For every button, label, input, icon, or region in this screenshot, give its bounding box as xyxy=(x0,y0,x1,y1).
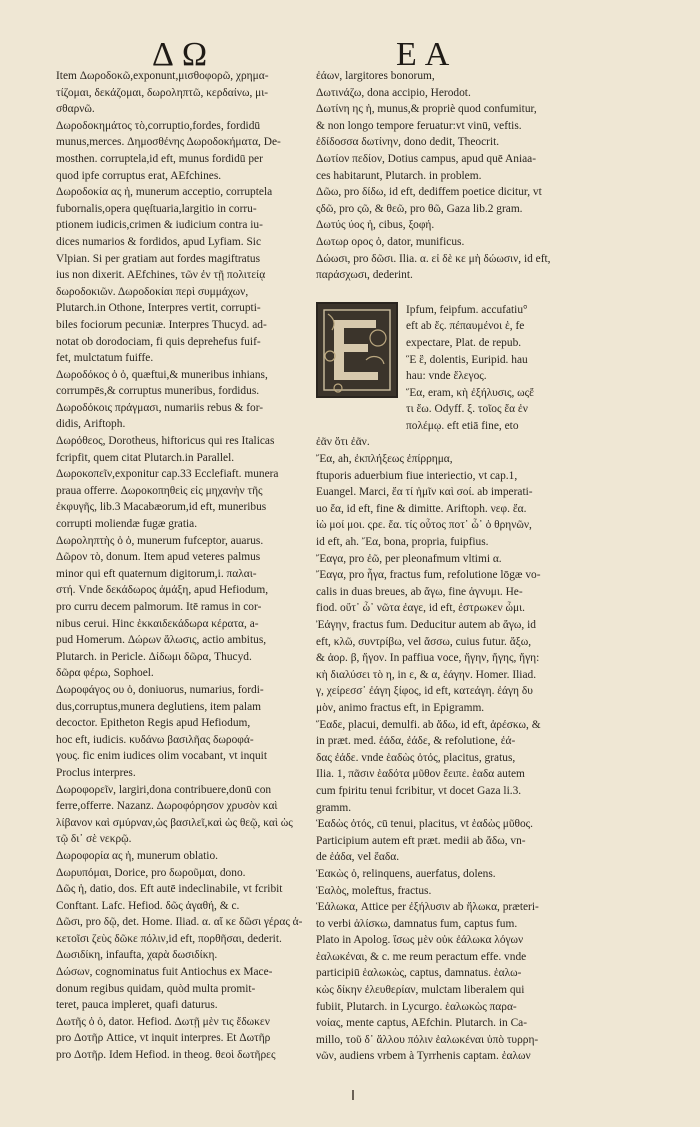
text-line: μὸν, animo fractus eft, in Epigramm. xyxy=(316,701,485,714)
text-line: quod ipfe corruptus erat, AEfchines. xyxy=(56,169,222,182)
text-line: hau: vnde ἔλεγος. xyxy=(406,370,487,383)
text-line: expectare, Plat. de repub. xyxy=(406,336,522,349)
text-line: fubiit, Plutarch. in Lycurgo. ἑαλωκὼς παρα- xyxy=(316,1000,517,1013)
page-mark xyxy=(352,1090,354,1100)
text-line: Ἐάγην, fractus fum. Deducitur autem ab ἄγω, id xyxy=(316,619,536,631)
text-line: Ipfum, feipfum. accufatiu° xyxy=(406,303,528,316)
text-line: Ἑακὼς ὁ, relinquens, auerfatus, dolens. xyxy=(316,867,496,880)
running-head-right: EA xyxy=(396,36,458,73)
text-line: ἐκφυγῆς, lib.3 Macabæorum,id eft, muneribus xyxy=(56,501,267,514)
running-head-left: ΔΩ xyxy=(152,36,216,73)
text-line: ferre,offerre. Nazanz. Δωροφόρησον χρυσὸν καὶ xyxy=(56,800,278,813)
text-line: corrumpēs,& corruptus muneribus, fordidus. xyxy=(56,385,260,398)
text-line: Δωτωρ ορος ὁ, dator, munificus. xyxy=(316,235,465,248)
text-line: Ἓ ἓ, dolentis, Euripid. hau xyxy=(406,353,528,366)
text-line: Item Δωροδοκῶ,exponunt,μισθοφορῶ, χρημα- xyxy=(56,70,269,82)
text-line: Plutarch. in Pericle. Δίδωμι δῶρα, Thucyd. xyxy=(56,650,252,663)
text-line: to verbi ἁλίσκω, damnatus fum, captus fum. xyxy=(316,917,518,930)
text-line: Conftant. Lafc. Hefiod. δῶς ἀγαθή, & c. xyxy=(56,899,240,912)
text-line: Δωροδόκος ὁ ὁ, quæftui,& muneribus inhians, xyxy=(56,368,268,381)
text-line: fet, mulctatum fuiffe. xyxy=(56,352,154,365)
text-line: id eft, ah. Ἔα, bona, propria, fuipfius. xyxy=(316,536,489,549)
text-line: pro Δοτῆρ Attice, vt inquit interpres. Et Δωτῆρ xyxy=(56,1032,271,1045)
text-line: ces habitarunt, Plutarch. in problem. xyxy=(316,169,482,182)
text-line: pro curru decem palmorum. Itē ramus in cor- xyxy=(56,601,262,613)
initial-text-block xyxy=(406,302,601,435)
text-line: millo, τοῦ δ᾽ ἄλλου πόλιν ἑαλωκέναι ὑπὸ τυρρη- xyxy=(316,1033,539,1046)
text-line: in præt. med. ἐάδα, ἐάδε, & refolutione, ἐά- xyxy=(316,735,516,748)
text-line: Δωτίον πεδίον, Dotius campus, apud quē Aniaa- xyxy=(316,152,537,165)
text-line: Plutarch.in Othone, Interpres vertit, corrupti- xyxy=(56,302,261,315)
text-line: πολέμῳ. eft etiā fine, eto xyxy=(406,419,519,432)
text-line: ἐᾶν ὅτι ἐᾶν. xyxy=(316,436,370,449)
right-column-bottom xyxy=(316,434,601,1065)
text-line: Ἑαλὸς, moleftus, fractus. xyxy=(316,884,432,897)
text-line: ςδῶ, pro ςῶ, & θεῶ, pro θῶ, Gaza lib.2 gram. xyxy=(316,202,523,215)
text-line: λίβανον καὶ σμύρναν,ὡς βασιλεῖ,καὶ ὡς θεῷ, καὶ ὡς xyxy=(56,816,293,829)
text-line: Ἔαγα, pro ἦγα, fractus fum, refolutione lōgæ vo- xyxy=(316,569,541,582)
text-line: Δωτύς ύος ἡ, cibus, ξοφή. xyxy=(316,219,435,232)
text-line: Ἕα, eram, κὴ ἐξήλυσις, ωςἔ xyxy=(406,386,534,399)
text-line: decoctor. Epitheton Regis apud Hefiodum, xyxy=(56,717,251,730)
text-line: cum fpiritu tenui fcribitur, vt docet Gaza li.3. xyxy=(316,784,522,797)
text-line: γ, χείρεσσ᾽ ἐάγη ξίφος, id eft, κατεάγη. ἐάγη δυ xyxy=(316,685,533,698)
text-line: hoc eft, iudicis. κυδάνω βασιλῆας δωροφά- xyxy=(56,733,254,746)
text-line: σθαρνῶ. xyxy=(56,103,95,116)
text-line: biles fociorum pecuniæ. Interpres Thucyd. ad- xyxy=(56,318,267,331)
text-line: ἰὼ μοί μοι. ςρε. ἔα. τίς οὗτος ποτ᾽ ὧ᾽ ὁ θρηνῶν, xyxy=(316,519,532,532)
text-line: Δωροφορεῖν, largiri,dona contribuere,donū con xyxy=(56,783,272,796)
text-line: Δῶρον τὸ, donum. Item apud veteres palmus xyxy=(56,551,261,564)
text-line: Plato in Apolog. ἴσως μὲν οὐκ ἐάλωκα λόγων xyxy=(316,934,524,947)
text-line: κετοῖσι ζεὺς δῶκε πόλιν,id eft, πορθῆσαι, dederit. xyxy=(56,932,282,945)
text-line: pud Homerum. Δώρων ἅλωσις, actio ambitus, xyxy=(56,634,267,647)
text-line: dices numarios & fordidos, apud Lyfiam. Sic xyxy=(56,235,261,248)
text-line: ἑαλωκέναι, & c. me reum peractum effe. vnde xyxy=(316,950,527,963)
text-line: στή. Vnde δεκάδωρος ἀμάξη, apud Hefiodum, xyxy=(56,584,269,597)
text-line: Participium autem eft præt. medii ab ἄδω, vn- xyxy=(316,834,526,847)
text-line: Δῶσι, pro δῷ, det. Home. Iliad. α. αἴ κε δῶσι γέρας ἀ- xyxy=(56,916,303,929)
text-line: Ἔαγα, pro ἐῶ, per pleonafmum vltimi α. xyxy=(316,552,502,565)
text-line: de ἑάδα, vel ἕαδα. xyxy=(316,851,400,864)
text-line: ftuporis aduerbium fiue interiectio, vt cap.1, xyxy=(316,469,518,482)
text-line: & non longo tempore feruatur:vt vinū, veftis. xyxy=(316,119,522,132)
text-line: Ἑαδὼς ὀτός, cū tenui, placitus, vt ἑαδὼς μῦθος. xyxy=(316,818,534,831)
text-line: & ἀορ. β, ἤγον. In paffiua voce, ἤγην, ἤγης, ἤγη: xyxy=(316,652,540,665)
text-line: κὴ διαλύσει τὸ η, in ε, & α, ἐάγην. Homer. Iliad. xyxy=(316,668,537,681)
text-line: fcripfit, quem citat Plutarch.in Parallel. xyxy=(56,451,235,464)
text-line: Δωτινάζω, dona accipio, Herodot. xyxy=(316,86,471,99)
text-line: Δωροφορία ας ἡ, munerum oblatio. xyxy=(56,849,218,862)
text-line: Δωρυπόμαι, Dorice, pro δωροῦμαι, dono. xyxy=(56,866,246,879)
right-column xyxy=(316,68,601,1065)
text-line: Δώσων, cognominatus fuit Antiochus ex Mace- xyxy=(56,966,273,979)
text-line: Δωροδοκία ας ἡ, munerum acceptio, corruptela xyxy=(56,186,273,199)
text-line: ius non dixerit. AEfchines, τῶν ἐν τῇ πολιτείᾳ xyxy=(56,269,266,282)
text-line: τῷ δι᾽ σὲ νεκρῷ. xyxy=(56,833,132,846)
text-line: Ἔα, ah, ἐκπλήξεως ἐπίρρημα, xyxy=(316,453,453,466)
initial-ornament-icon xyxy=(318,304,396,396)
text-line: νῶν, audiens vrbem à Tyrrhenis captam. ἑαλων xyxy=(316,1050,531,1063)
text-line: ptionem iudicis,crimen & iudicium contra iu- xyxy=(56,219,263,232)
text-line: uo ἔα, id eft, fine & dimitte. Ariftoph. νεφ. ἔα. xyxy=(316,502,527,515)
text-line: Vlpian. Si per gratiam aut fordes magiftratus xyxy=(56,252,261,265)
text-line: Δωροδόκοις πράγμασι, numariis rebus & for- xyxy=(56,401,264,414)
text-line: gramm. xyxy=(316,801,352,814)
text-line: δῶρα φέρω, Sophoel. xyxy=(56,667,154,680)
text-line: Δωσιδίκη, infaufta, χαρὰ δωσιδίκη. xyxy=(56,949,218,962)
text-line: Δωροκοπεῖν,exponitur cap.33 Ecclefiaft. munera xyxy=(56,468,279,481)
text-line: ἐάων, largitores bonorum, xyxy=(316,70,435,82)
text-line: fubornalis,opera quęſtuaria,largitio in corru- xyxy=(56,202,257,215)
decorated-initial-e-icon xyxy=(316,302,398,398)
text-line: praua offerre. Δωροκοπηθεὶς εἰς μηχανὴν τῆς xyxy=(56,484,263,497)
text-line: notat ob dorodociam, fi quis deprehefus fuif- xyxy=(56,335,261,348)
text-line: Δώωσι, pro δῶσι. Ilia. α. εἰ δὲ κε μὴ δώωσιν, id eft, xyxy=(316,252,551,265)
text-line: Ἑάλωκα, Attice per ἐξήλυσιν ab ἥλωκα, præteri- xyxy=(316,901,539,914)
text-line: didis, Ariftoph. xyxy=(56,418,126,431)
text-line: nibus cerui. Hinc ἑκκαιδεκάδωρα κέρατα, a- xyxy=(56,617,259,630)
text-line: Δῶς ἡ, datio, dos. Eft autē indeclinabile, vt fcribit xyxy=(56,883,283,896)
text-line: δωροδοκιῶν. Δωροδοκίαι περὶ συμμάχων, xyxy=(56,285,249,298)
text-line: Δωροληπτὴς ὁ ὁ, munerum fufceptor, auarus. xyxy=(56,534,264,547)
text-line: donum regibus quidam, quòd multa promit- xyxy=(56,982,256,995)
text-line: Proclus interpres. xyxy=(56,766,136,779)
right-column-top xyxy=(316,68,601,284)
text-line: τίζομαι, δεκάζομαι, δωροληπτῶ, κερδαίνω, μι- xyxy=(56,86,269,99)
text-line: fiod. οὔτ᾽ ὧ᾽ νῶτα ἐαγε, id eft, ἐστρωκεν ὦμι. xyxy=(316,602,525,615)
text-line: Δῶω, pro δίδω, id eft, dediffem poetice dicitur, vt xyxy=(316,186,542,199)
text-line: participiū ἑαλωκὼς, captus, damnatus. ἑαλω- xyxy=(316,967,522,980)
text-line: Δωτίνη ης ἡ, munus,& propriè quod confumitur, xyxy=(316,103,537,116)
text-line: corrupti moliendæ fugæ gratia. xyxy=(56,518,198,531)
text-line: pro Δοτῆρ. Idem Hefiod. in theog. θεοὶ δωτῆρες xyxy=(56,1049,276,1062)
text-line: calis in duas breues, ab ἄγω, fine ἀγνυμι. He- xyxy=(316,585,523,598)
text-line: ἐδίδοσσα δωτίνην, dono dedit, Theocrit. xyxy=(316,136,500,149)
text-line: Ilia. 1, πᾶσιν ἑαδότα μῦθον ἔειπε. ἑαδα autem xyxy=(316,768,525,781)
initial-section xyxy=(316,302,601,435)
text-line: munus,merces. Δημοσθένης Δωροδοκήματα, De- xyxy=(56,136,281,149)
text-line: νοίας, mente captus, AEfchin. Plutarch. in Ca- xyxy=(316,1017,528,1030)
text-line: γους. fic enim iudices olim vocabant, vt inquit xyxy=(56,750,267,763)
text-line: minor qui eft quaternum digitorum,i. παλαι- xyxy=(56,567,257,580)
text-line: κὼς δίκην ἐλευθερίαν, mulctam liberalem qui xyxy=(316,984,525,997)
text-line: δας ἐάδε. vnde ἑαδὼς ὀτός, placitus, gratus, xyxy=(316,751,516,764)
text-line: Δωροδοκημάτος τὸ,corruptio,fordes, fordidū xyxy=(56,119,261,132)
text-line: Ἕαδε, placui, demulfi. ab ἄδω, id eft, ἀρέσκω, & xyxy=(316,718,541,731)
text-line: παράσχωσι, dederint. xyxy=(316,269,413,282)
text-line: Euangel. Marci, ἔα τί ἡμῖν καὶ σοί. ab imperati- xyxy=(316,486,533,499)
text-line: Δωροφάγος ου ὁ, doniuorus, numarius, fordi- xyxy=(56,683,264,696)
text-line: τι ἕω. Odyff. ξ. τοῖος ἔα ἐν xyxy=(406,403,528,416)
text-line: eft, κλῶ, συντρίβω, vel ἄσσω, cuius futur. ἄξω, xyxy=(316,635,532,648)
text-line: teret, pauca impleret, quafi daturus. xyxy=(56,999,218,1012)
text-line: dus,corruptus,munera deglutiens, item palam xyxy=(56,700,261,713)
text-line: Δωτῆς ὁ ὁ, dator. Hefiod. Δωτῇ μὲν τις ἔδωκεν xyxy=(56,1015,270,1028)
text-line: eft ab ἕς. πέπαυμένοι ἑ, fe xyxy=(406,320,525,333)
text-line: Δωρόθεος, Dorotheus, hiftoricus qui res Italicas xyxy=(56,435,275,448)
text-line: mosthen. corruptela,id eft, munus fordidū per xyxy=(56,152,263,165)
left-column xyxy=(56,68,304,1064)
